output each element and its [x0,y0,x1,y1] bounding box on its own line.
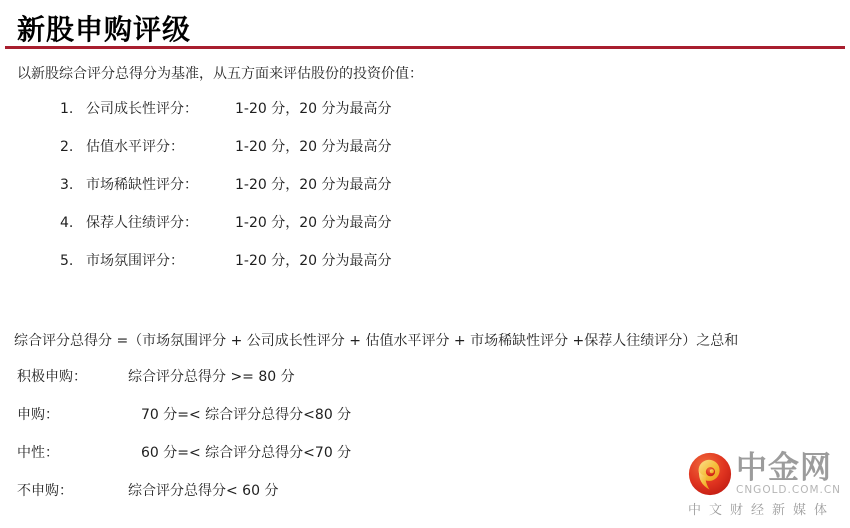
list-item-value: 1-20 分，20 分为最高分 [235,177,392,193]
rating-label: 申购： [17,407,59,423]
rating-label: 不申购： [17,483,73,499]
list-item [0,139,850,155]
rating-value: 综合评分总得分< 60 分 [128,483,279,499]
list-item-number: 1. [60,101,74,117]
logo-domain-text: CNGOLD.COM.CN [736,483,842,496]
page-title: 新股申购评级 [17,13,192,46]
list-item-label: 市场稀缺性评分： [86,177,198,193]
list-item-value: 1-20 分，20 分为最高分 [235,253,392,269]
cngold-watermark-logo [688,449,843,518]
criteria-list [0,101,850,291]
rating-label: 积极申购： [17,369,87,385]
rating-value: 70 分=< 综合评分总得分<80 分 [141,407,352,423]
list-item [0,177,850,193]
rating-value: 综合评分总得分 >= 80 分 [128,369,295,385]
total-score-formula: 综合评分总得分 =（市场氛围评分 + 公司成长性评分 + 估值水平评分 + 市场稀缺性评分 +保荐人往绩评分）之总和 [14,333,739,349]
rating-value: 60 分=< 综合评分总得分<70 分 [141,445,352,461]
rating-row [17,407,837,423]
list-item-number: 4. [60,215,74,231]
list-item-number: 5. [60,253,74,269]
list-item-value: 1-20 分，20 分为最高分 [235,101,392,117]
list-item-value: 1-20 分，20 分为最高分 [235,215,392,231]
intro-text: 以新股综合评分总得分为基准，从五方面来评估股份的投资价值： [17,66,423,82]
logo-brand-name: 中金网 [736,449,832,486]
list-item [0,215,850,231]
cngold-cloud-icon [688,452,732,496]
logo-tagline: 中文财经新媒体 [688,503,836,518]
logo-text-column [736,449,842,496]
list-item-value: 1-20 分，20 分为最高分 [235,139,392,155]
rating-row [17,369,837,385]
title-underline-rule [5,46,845,49]
rating-label: 中性： [17,445,59,461]
list-item [0,253,850,269]
logo-top-row [688,449,843,496]
list-item-label: 市场氛围评分： [86,253,184,269]
list-item-number: 2. [60,139,74,155]
list-item [0,101,850,117]
list-item-label: 估值水平评分： [86,139,184,155]
list-item-label: 公司成长性评分： [86,101,198,117]
list-item-number: 3. [60,177,74,193]
list-item-label: 保荐人往绩评分： [86,215,198,231]
